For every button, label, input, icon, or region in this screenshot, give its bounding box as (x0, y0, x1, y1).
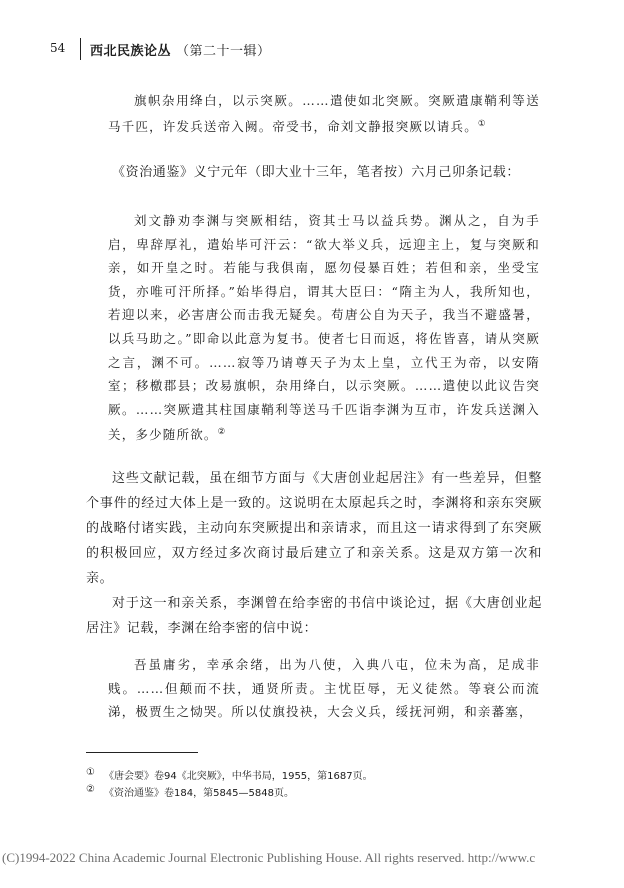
footnote-ref-2[interactable]: ② (217, 427, 226, 438)
block-quote-3: 吾虽庸劣，幸承余绪，出为八使，入典八屯，位未为高，足成非贱。……但颠而不扶，通贤所责。主忧臣辱，无义徒然。等衰公而流涕，极贾生之恸哭。所以仗旗投袂，大会义兵，绥抚河朔，和亲蕃塞， (108, 657, 540, 720)
footnote-2-mark: ② (86, 784, 95, 795)
footnote-1 (86, 767, 373, 782)
footnote-2 (86, 784, 294, 799)
body-paragraph-1: 这些文献记载，虽在细节方面与《大唐创业起居注》有一些差异，但整个事件的经过大体上是一致的。这说明在太原起兵之时，李渊将和亲东突厥的战略付诸实践，主动向东突厥提出和亲请求，而且这一请求得到了东突厥的积极回应，双方经过多次商讨最后建立了和亲关系。这是双方第一次和亲。 (86, 471, 542, 586)
footnote-1-mark: ① (86, 767, 95, 778)
footnote-divider (86, 752, 198, 753)
header-divider (80, 38, 81, 60)
footnote-ref-1[interactable]: ① (477, 118, 486, 129)
intro-paragraph: 《资治通鉴》义宁元年（即大业十三年，笔者按）六月己卯条记载： (112, 165, 521, 180)
block-quote-1 (108, 89, 540, 138)
copyright-watermark: (C)1994-2022 China Academic Journal Electronic Publishing House. All rights reserved. http://www.c (2, 850, 536, 865)
journal-issue: （第二十一辑） (176, 44, 271, 59)
journal-title (90, 40, 271, 59)
footnote-1-text: 《唐会要》卷94《北突厥》，中华书局，1955，第1687页。 (104, 771, 373, 782)
block-quote-2 (108, 209, 540, 447)
page-number: 54 (50, 41, 66, 55)
running-header (44, 38, 604, 62)
journal-name: 西北民族论丛 (90, 44, 172, 59)
quote-1-text: 旗帜杂用绛白，以示突厥。……遣使如北突厥。突厥遣康鞘利等送马千匹，许发兵送帝入阙。帝受书，命刘文静报突厥以请兵。 (108, 93, 540, 134)
quote-2-text: 刘文静劝李渊与突厥相结，资其士马以益兵势。渊从之，自为手启，卑辞厚礼，遣始毕可汗云：“欲大举义兵，远迎主上，复与突厥和亲，如开皇之时。若能与我俱南，愿勿侵暴百姓；若但和亲，坐受宝货，亦唯可汗所择。”始毕得启，谓其大臣曰：“隋主为人，我所知也，若迎以来，必害唐公而击我无疑矣。苟唐公自为天子，我当不避盛暑，以兵马助之。”即命以此意为复书。使者七日而返，将佐皆喜，请从突厥之言，渊不可。……寂等乃请尊天子为太上皇，立代王为帝，以安隋室；移檄郡县；改易旗帜，杂用绛白，以示突厥。……遣使以此议告突厥。……突厥遣其柱国康鞘利等送马千匹诣李渊为互市，许发兵送渊入关，多少随所欲。 (108, 213, 540, 443)
body-paragraph-2: 对于这一和亲关系，李渊曾在给李密的书信中谈论过，据《大唐创业起居注》记载，李渊在给李密的信中说： (86, 596, 542, 636)
footnote-2-text: 《资治通鉴》卷184，第5845—5848页。 (104, 788, 294, 799)
